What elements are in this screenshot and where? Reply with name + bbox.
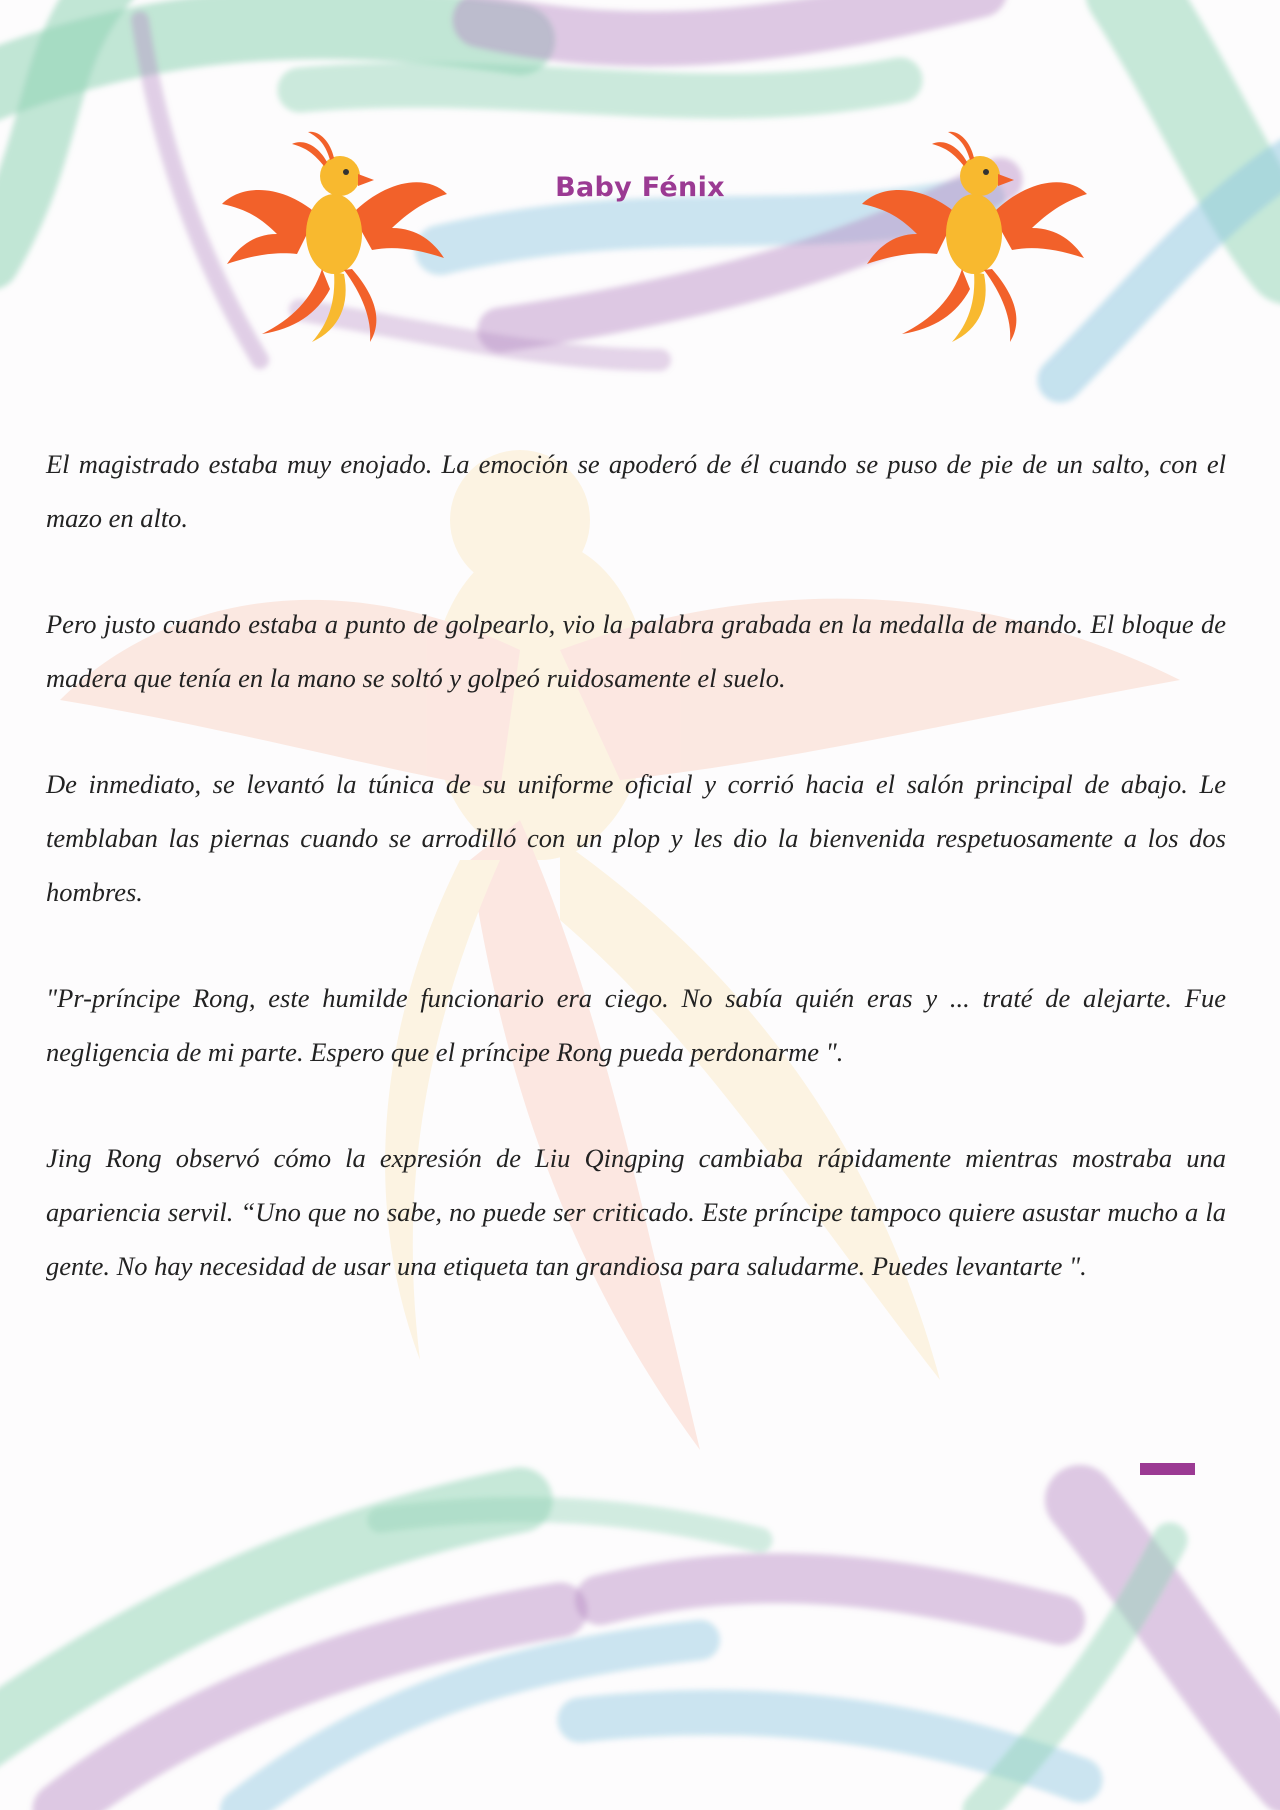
phoenix-icon xyxy=(222,124,452,344)
story-paragraph: Jing Rong observó cómo la expresión de Liu Qingping cambiaba rápidamente mientras mostraba una apariencia servil. “Uno que no sabe, no puede ser criticado. Este príncipe tampoco quiere asustar mucho a la gente. No hay necesidad de usar una etiqueta tan grandiosa para saludarme. Puedes levantarte ". xyxy=(46,1143,1226,1281)
story-paragraph: "Pr-príncipe Rong, este humilde funcionario era ciego. No sabía quién eras y ... traté de alejarte. Fue negligencia de mi parte. Espero que el príncipe Rong pueda perdonarme ". xyxy=(46,983,1226,1067)
phoenix-icon xyxy=(862,124,1092,344)
page-end-marker xyxy=(1140,1463,1195,1475)
story-paragraph: De inmediato, se levantó la túnica de su uniforme oficial y corrió hacia el salón principal de abajo. Le temblaban las piernas cuando se arrodilló con un plop y les dio la bienvenida respetuosamente a los dos hombres. xyxy=(46,769,1226,907)
site-title: Baby Fénix xyxy=(555,172,725,203)
story-paragraph: El magistrado estaba muy enojado. La emoción se apoderó de él cuando se puso de pie de un salto, con el mazo en alto. xyxy=(46,449,1226,533)
story-text xyxy=(46,437,1226,1345)
story-paragraph: Pero justo cuando estaba a punto de golpearlo, vio la palabra grabada en la medalla de mando. El bloque de madera que tenía en la mano se soltó y golpeó ruidosamente el suelo. xyxy=(46,609,1226,693)
